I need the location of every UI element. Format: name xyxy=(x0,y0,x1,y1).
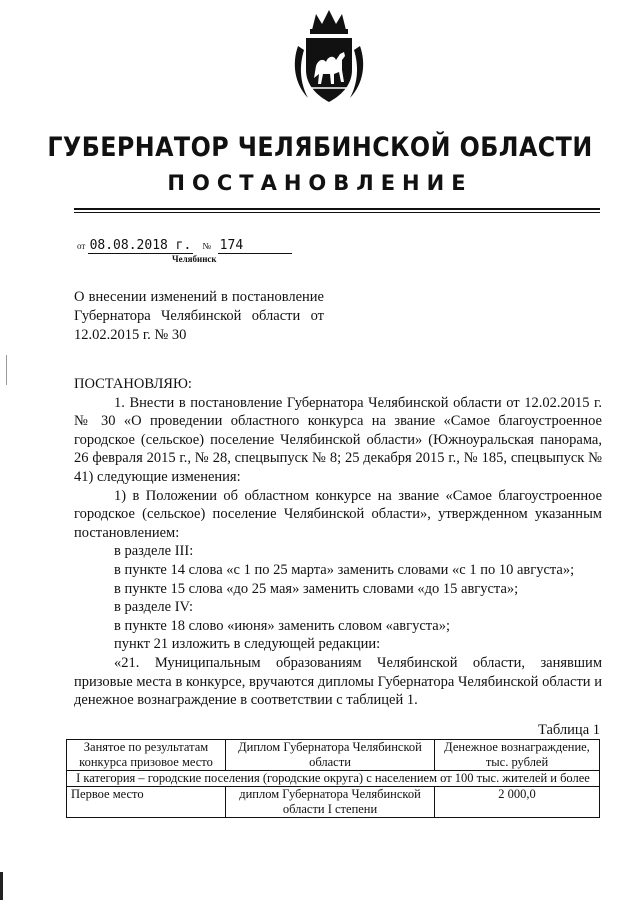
table-row xyxy=(67,787,600,818)
body-paragraph: в разделе III: xyxy=(114,543,194,560)
date-number-line xyxy=(77,238,292,254)
table-category-row xyxy=(67,771,600,787)
table-header-cell: Диплом Губернатора Челябинской области xyxy=(226,740,435,771)
body-paragraph: 1) в Положении об областном конкурсе на звание «Самое благоустроенное городское (сельское) поселение Челябинской области», утвержденном указанным постановлением: xyxy=(74,487,602,541)
header-rule xyxy=(74,208,600,210)
document-type: ПОСТАНОВЛЕНИЕ xyxy=(167,171,473,195)
governor-title: ГУБЕРНАТОР ЧЕЛЯБИНСКОЙ ОБЛАСТИ xyxy=(47,132,593,163)
body-paragraph: 1. Внести в постановление Губернатора Челябинской области от 12.02.2015 г. № 30 «О проведении областного конкурса на звание «Самое благоустроенное городское (сельское) поселение Челябинской области» (Южноуральская панорама, 26 февраля 2015 г., № 28, спецвыпуск № 8; 25 декабря 2015 г., № 185, спецвыпуск № 41) следующие изменения: xyxy=(74,394,602,485)
prize-table xyxy=(66,739,600,818)
document-subject: О внесении изменений в постановление Губернатора Челябинской области от 12.02.2015 г. № 30 xyxy=(74,289,324,343)
number-label: № xyxy=(202,241,211,251)
body-paragraph: в разделе IV: xyxy=(114,599,193,616)
table-header-row xyxy=(67,740,600,771)
body-paragraph: в пункте 18 слово «июня» заменить словом «августа»; xyxy=(114,617,451,634)
table-category-cell: I категория – городские поселения (городские округа) с населением от 100 тыс. жителей и более xyxy=(67,771,600,787)
city-name: Челябинск xyxy=(172,254,217,264)
table-header-cell: Денежное вознаграждение, тыс. рублей xyxy=(435,740,600,771)
date-label: от xyxy=(77,241,86,251)
body-paragraph: пункт 21 изложить в следующей редакции: xyxy=(114,636,381,653)
body-paragraph: в пункте 15 слова «до 25 мая» заменить словами «до 15 августа»; xyxy=(114,580,519,597)
table-cell: Первое место xyxy=(67,787,226,818)
body-paragraph: ПОСТАНОВЛЯЮ: xyxy=(74,376,192,392)
table-header-cell: Занятое по результатам конкурса призовое место xyxy=(67,740,226,771)
document-number: 174 xyxy=(218,238,292,254)
coat-of-arms-icon xyxy=(290,8,368,106)
table-cell: 2 000,0 xyxy=(435,787,600,818)
table-caption: Таблица 1 xyxy=(537,722,600,738)
scan-edge-mark xyxy=(0,872,3,900)
table-cell: диплом Губернатора Челябинской области I степени xyxy=(226,787,435,818)
body-paragraph: «21. Муниципальным образованиям Челябинской области, занявшим призовые места в конкурсе, вручаются дипломы Губернатора Челябинской области и денежное вознаграждение в соответствии с таблицей 1. xyxy=(74,654,602,709)
body-paragraph: в пункте 14 слова «с 1 по 25 марта» заменить словами «с 1 по 10 августа»; xyxy=(114,561,575,578)
scan-margin-mark xyxy=(6,355,7,385)
document-body xyxy=(74,375,602,710)
header-rule-thin xyxy=(74,212,600,213)
document-date: 08.08.2018 г. xyxy=(89,238,192,253)
